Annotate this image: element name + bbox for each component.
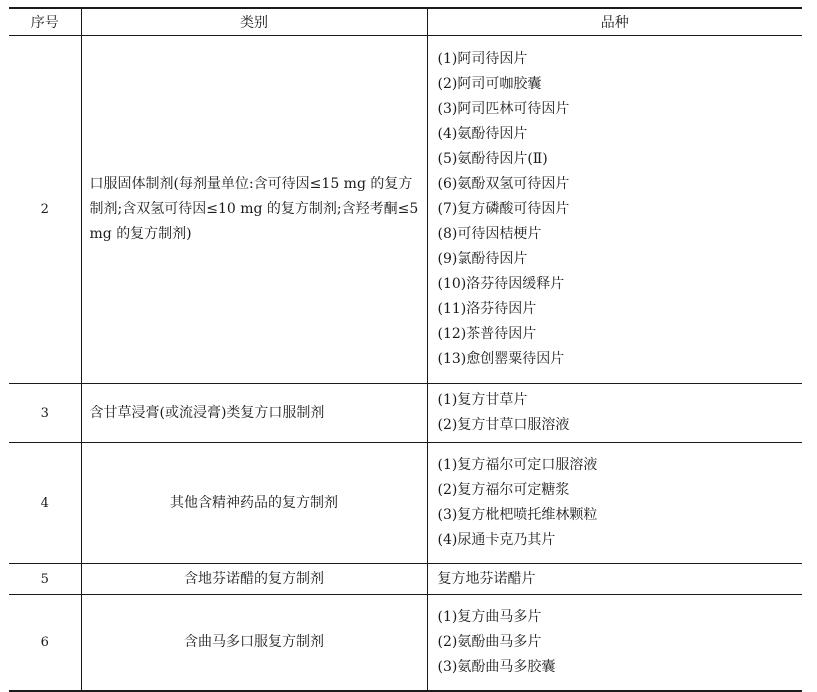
list-item: (3)氨酚曲马多胶囊 [437, 659, 556, 675]
row-category: 其他含精神药品的复方制剂 [81, 443, 427, 564]
list-item: (4)氨酚待因片 [437, 126, 528, 142]
list-item: (2)氨酚曲马多片 [437, 634, 542, 650]
table-header-row [9, 8, 802, 36]
list-item: (5)氨酚待因片(Ⅱ) [437, 151, 548, 167]
row-variety-list [427, 595, 802, 692]
row-number: 3 [9, 384, 81, 443]
row-number: 4 [9, 443, 81, 564]
list-item: (11)洛芬待因片 [437, 301, 537, 317]
list-item: (12)茶普待因片 [437, 326, 537, 342]
row-variety-list [427, 564, 802, 595]
row-variety-list [427, 384, 802, 443]
list-item: (1)复方曲马多片 [437, 609, 542, 625]
header-no: 序号 [9, 8, 81, 36]
row-number: 2 [9, 36, 81, 384]
header-category: 类别 [81, 8, 427, 36]
table-row [9, 384, 802, 443]
list-item: 复方地芬诺醋片 [437, 570, 536, 587]
table-row [9, 595, 802, 692]
row-category: 含甘草浸膏(或流浸膏)类复方口服制剂 [81, 384, 427, 443]
row-category: 含曲马多口服复方制剂 [81, 595, 427, 692]
table-row [9, 443, 802, 564]
list-item: (8)可待因桔梗片 [437, 226, 542, 242]
table-row [9, 564, 802, 595]
list-item: (2)复方甘草口服溶液 [437, 417, 570, 433]
header-variety: 品种 [427, 8, 802, 36]
list-item: (7)复方磷酸可待因片 [437, 201, 570, 217]
row-variety-list [427, 36, 802, 384]
row-variety-list [427, 443, 802, 564]
list-item: (2)复方福尔可定糖浆 [437, 482, 570, 498]
list-item: (1)复方甘草片 [437, 392, 528, 408]
list-item: (13)愈创罂粟待因片 [437, 351, 565, 367]
drug-category-table [9, 7, 802, 692]
list-item: (1)复方福尔可定口服溶液 [437, 457, 598, 473]
list-item: (2)阿司可咖胶囊 [437, 76, 542, 92]
list-item: (1)阿司待因片 [437, 51, 528, 67]
list-item: (3)阿司匹林可待因片 [437, 101, 570, 117]
table-row [9, 36, 802, 384]
list-item: (6)氨酚双氢可待因片 [437, 176, 570, 192]
list-item: (9)氯酚待因片 [437, 251, 528, 267]
row-number: 5 [9, 564, 81, 595]
row-category: 口服固体制剂(每剂量单位:含可待因≤15 mg 的复方制剂;含双氢可待因≤10 mg 的复方制剂;含羟考酮≤5 mg 的复方制剂) [81, 36, 427, 384]
list-item: (4)尿通卡克乃其片 [437, 532, 556, 548]
row-category: 含地芬诺醋的复方制剂 [81, 564, 427, 595]
list-item: (10)洛芬待因缓释片 [437, 276, 565, 292]
list-item: (3)复方枇杷喷托维林颗粒 [437, 507, 598, 523]
row-number: 6 [9, 595, 81, 692]
